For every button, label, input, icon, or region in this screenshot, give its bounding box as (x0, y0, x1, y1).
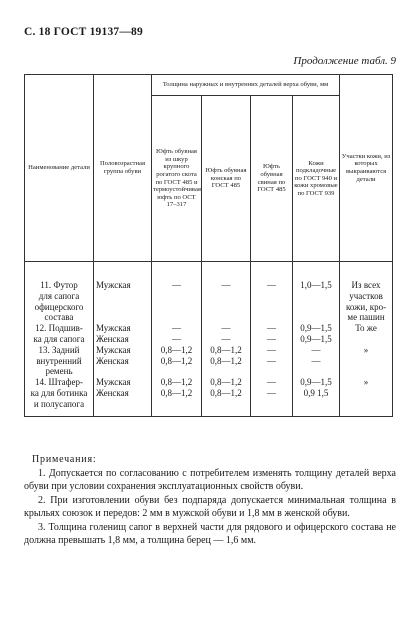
cell-line: — (221, 333, 231, 344)
cell-name (25, 280, 94, 323)
col-header-yuft-krs: Юфть обувная из шкур крупного рогатого скота по ГОСТ 485 и термоустойчивая юфть по ОСТ 17–317 (152, 96, 202, 262)
cell-line: Мужская (96, 280, 131, 290)
cell-name (25, 377, 94, 409)
cell-line: внутренний (36, 355, 82, 366)
notes-section (24, 453, 396, 548)
cell-line: — (267, 344, 276, 355)
cell-line: 0,8—1,2 (210, 377, 242, 388)
cell-line (342, 334, 390, 345)
cell-line: 0,8—1,2 (210, 387, 242, 398)
cell-name (25, 345, 94, 377)
cell-kozha (293, 345, 340, 377)
cell-area (340, 345, 393, 377)
cell-line: ка для сапога (33, 333, 85, 344)
cell-line: Мужская (96, 344, 131, 355)
cell-line: 0,8—1,2 (160, 344, 193, 355)
cell-kozha (293, 323, 340, 345)
cell-yuft-svin (251, 377, 293, 409)
cell-line: — (172, 333, 181, 344)
cell-line: — (267, 280, 276, 290)
cell-yuft-kon (202, 377, 251, 409)
col-header-name: Наименование детали (25, 75, 94, 262)
page-header: С. 18 ГОСТ 19137—89 (24, 26, 143, 38)
table-row (25, 323, 393, 345)
col-header-areas: Участки кожи, из которых выкраиваются детали (340, 75, 393, 262)
cell-line: 0,8—1,2 (160, 377, 193, 388)
cell-line: ка для ботинка (30, 387, 88, 398)
cell-group (94, 377, 152, 409)
cell-line: 0,8—1,2 (160, 387, 193, 398)
table-row (25, 280, 393, 323)
cell-line: Женская (96, 355, 129, 366)
cell-line: — (267, 333, 276, 344)
col-header-yuft-svin: Юфть обувная свиная по ГОСТ 485 (251, 96, 293, 262)
note-item: 2. При изготовлении обуви без подпаряда допускается минимальная толщина в крыльях союзок и передов: 2 мм в мужской обуви и 1,8 мм в женской обуви. (24, 494, 396, 519)
cell-yuft-kon (202, 345, 251, 377)
table-row (25, 345, 393, 377)
cell-line: » (363, 344, 369, 355)
cell-line: — (267, 355, 276, 366)
cell-yuft-svin (251, 323, 293, 345)
cell-yuft-svin (251, 345, 293, 377)
cell-yuft-krs (152, 377, 202, 409)
cell-line: 0,9 1,5 (303, 387, 329, 398)
cell-yuft-krs (152, 345, 202, 377)
cell-line: — (172, 323, 181, 334)
notes-title: Примечания: (32, 454, 97, 465)
cell-kozha (293, 280, 340, 323)
cell-group (94, 323, 152, 345)
cell-line: 0,8—1,2 (210, 355, 242, 366)
cell-line: — (311, 344, 321, 355)
cell-line (342, 356, 390, 367)
cell-line: кожи, кро- (345, 301, 387, 312)
cell-name (25, 323, 94, 345)
cell-line: Женская (96, 333, 129, 344)
cell-line: Женская (96, 387, 129, 398)
col-header-kozha: Кожи подкладочные по ГОСТ 940 и кожи хромовые по ГОСТ 939 (293, 96, 340, 262)
cell-line: участков (349, 290, 383, 301)
cell-line: 0,8—1,2 (210, 344, 242, 355)
cell-line: 14. Штафер- (35, 377, 83, 388)
cell-kozha (293, 377, 340, 409)
cell-yuft-svin (251, 280, 293, 323)
col-header-thickness: Толщина наружных и внутренних деталей верха обуви, мм (152, 75, 340, 96)
cell-line: » (363, 377, 369, 388)
cell-area (340, 280, 393, 323)
cell-yuft-kon (202, 323, 251, 345)
cell-line: 1,0—1,5 (300, 280, 332, 290)
cell-line: 12. Подшив- (35, 323, 83, 334)
cell-line: Мужская (96, 323, 131, 334)
cell-line: 0,8—1,2 (160, 355, 193, 366)
cell-line: Мужская (96, 377, 131, 388)
cell-line: 13. Задний (38, 344, 80, 355)
cell-line: 0,9—1,5 (300, 333, 332, 344)
cell-line: состава (44, 312, 74, 323)
col-header-group: Половозрастная группа обуви (94, 75, 152, 262)
cell-group (94, 345, 152, 377)
cell-line (342, 388, 390, 399)
cell-line: — (267, 323, 276, 334)
cell-line: — (267, 377, 276, 388)
cell-yuft-krs (152, 280, 202, 323)
cell-line: ме пашин (347, 312, 385, 323)
cell-line: — (311, 355, 321, 366)
cell-line: для сапога (38, 290, 80, 301)
table-row (25, 377, 393, 409)
cell-line: 11. Футор (40, 280, 78, 290)
table-continuation-caption: Продолжение табл. 9 (293, 55, 396, 67)
cell-line: ремень (45, 366, 73, 377)
cell-line: 0,9—1,5 (300, 377, 332, 388)
cell-group (94, 280, 152, 323)
cell-area (340, 323, 393, 345)
cell-line: — (267, 387, 276, 398)
cell-yuft-krs (152, 323, 202, 345)
cell-line: и полусапога (33, 398, 85, 409)
cell-line: — (221, 323, 231, 334)
thickness-table (24, 74, 393, 417)
note-item: 3. Толщина голенищ сапог в верхней части для рядового и офицерского состава не должна превышать 1,8 мм, а толщина берец — 1,6 мм. (24, 521, 396, 546)
cell-line: — (221, 280, 231, 290)
cell-line: — (172, 280, 181, 290)
cell-line: офицерского (34, 301, 84, 312)
cell-line: Из всех (351, 280, 381, 290)
cell-line: То же (355, 323, 377, 334)
cell-line: 0,9—1,5 (300, 323, 332, 334)
note-item: 1. Допускается по согласованию с потребителем изменять толщину деталей верха обуви при условии сохранения эксплуатационных свойств обуви. (24, 467, 396, 492)
cell-area (340, 377, 393, 409)
cell-yuft-kon (202, 280, 251, 323)
col-header-yuft-kon: Юфть обувная конская по ГОСТ 485 (202, 96, 251, 262)
